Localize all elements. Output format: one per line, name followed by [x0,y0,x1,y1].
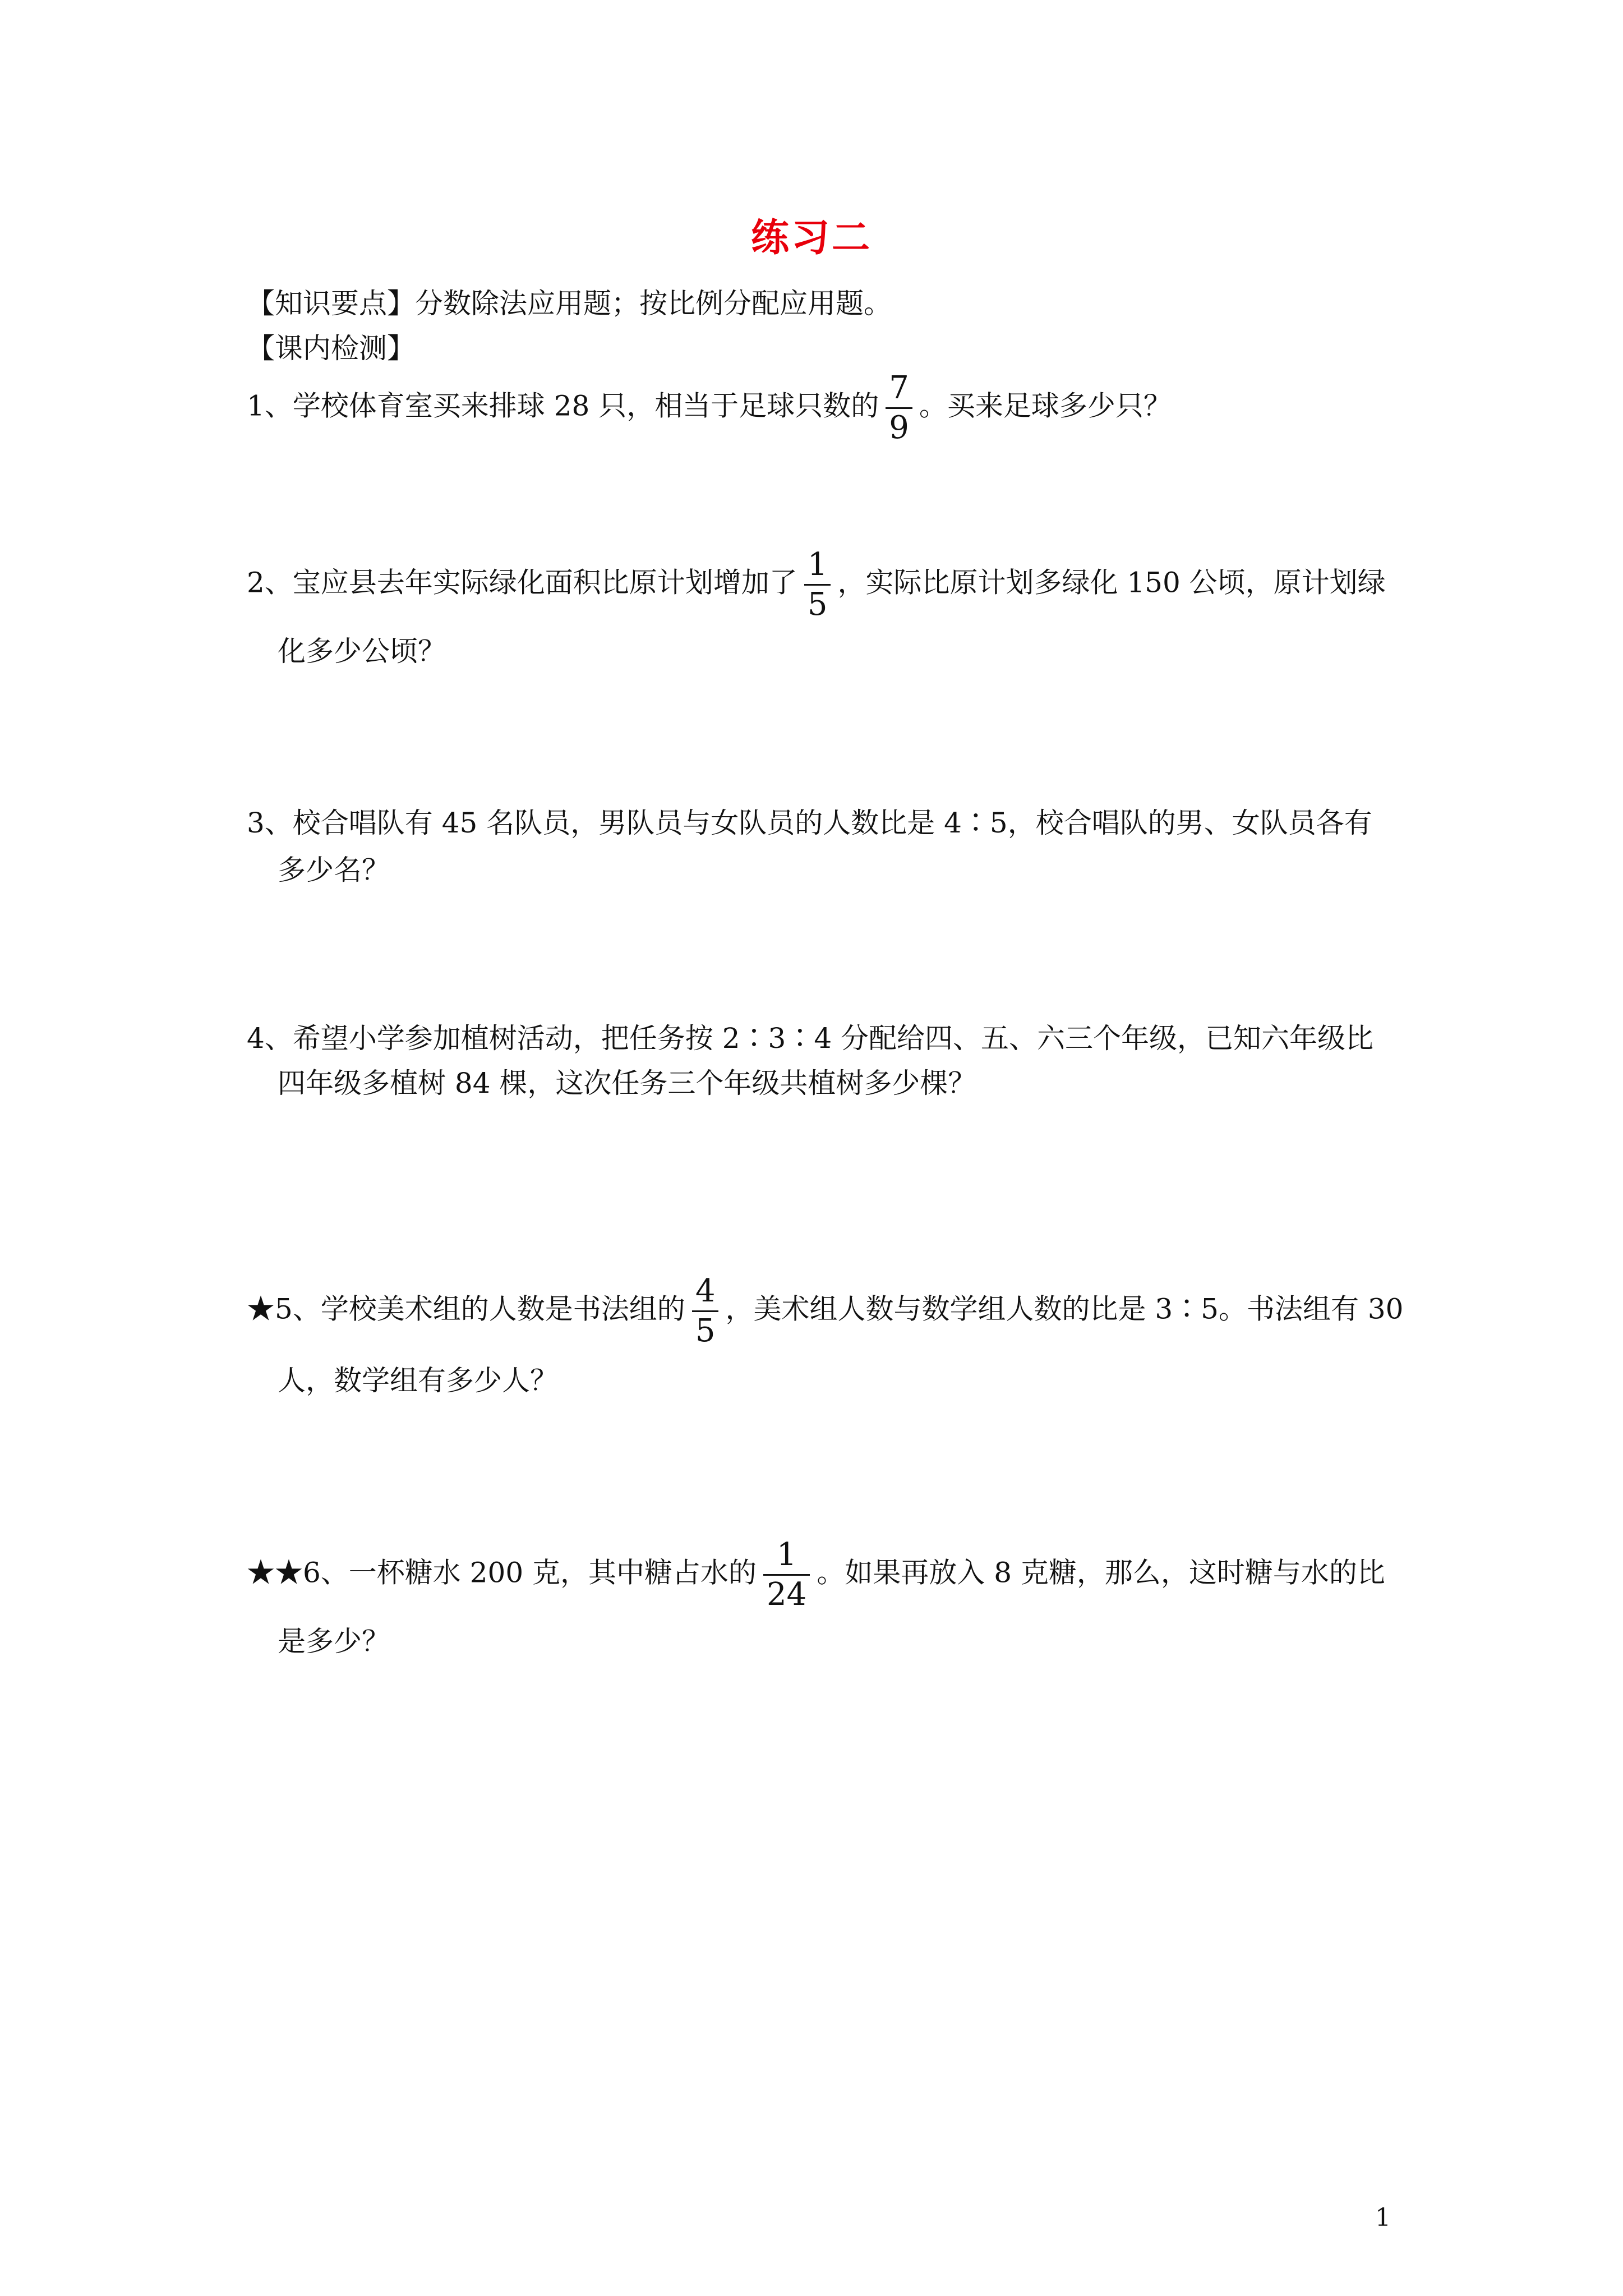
question-6-line-2: 是多少？ [278,1625,390,1658]
fraction-denominator: 5 [807,586,828,623]
question-3-line-1: 3、校合唱队有 45 名队员，男队员与女队员的人数比是 4∶5，校合唱队的男、女队员各有 [247,807,1372,839]
question-6 [247,1537,1385,1613]
question-4-line-1: 4、希望小学参加植树活动，把任务按 2∶3∶4 分配给四、五、六三个年级，已知六年级比 [247,1022,1374,1055]
fraction-1-5 [804,547,831,623]
fraction-bar [804,584,831,586]
knowledge-points: 【知识要点】分数除法应用题；按比例分配应用题。 [247,287,892,320]
question-5 [247,1273,1404,1349]
question-1-text-before: 1、学校体育室买来排球 28 只，相当于足球只数的 [247,389,879,422]
fraction-bar [692,1310,719,1312]
question-2 [247,547,1386,623]
fraction-numerator: 4 [695,1273,716,1309]
question-1-text-after: 。买来足球多少只？ [919,389,1172,422]
question-5-text-before: ★5、学校美术组的人数是书法组的 [247,1292,685,1326]
question-1 [247,370,1172,446]
page-title: 练习二 [750,215,872,260]
fraction-numerator: 7 [889,370,909,406]
fraction-bar [886,407,912,409]
section-label: 【课内检测】 [247,332,415,365]
fraction-denominator: 24 [767,1576,807,1613]
fraction-4-5 [692,1273,719,1349]
question-6-text-before: ★★6、一杯糖水 200 克，其中糖占水的 [247,1556,757,1589]
question-2-line-2: 化多少公顷？ [278,635,446,668]
question-5-text-after: ，美术组人数与数学组人数的比是 3∶5。书法组有 30 [725,1292,1404,1326]
question-3-line-2: 多少名？ [278,854,390,886]
fraction-7-9 [886,370,912,446]
fraction-denominator: 9 [889,409,909,446]
fraction-numerator: 1 [807,546,828,583]
fraction-1-24 [763,1537,810,1613]
question-2-text-before: 2、宝应县去年实际绿化面积比原计划增加了 [247,566,797,599]
question-6-text-after: 。如果再放入 8 克糖，那么，这时糖与水的比 [817,1556,1385,1589]
question-4-line-2: 四年级多植树 84 棵，这次任务三个年级共植树多少棵？ [278,1067,976,1099]
fraction-bar [763,1574,810,1576]
fraction-numerator: 1 [776,1536,797,1573]
fraction-denominator: 5 [695,1313,716,1349]
question-5-line-2: 人，数学组有多少人？ [278,1364,558,1397]
page-number: 1 [1375,2203,1391,2232]
question-2-text-after: ，实际比原计划多绿化 150 公顷，原计划绿 [837,566,1386,599]
